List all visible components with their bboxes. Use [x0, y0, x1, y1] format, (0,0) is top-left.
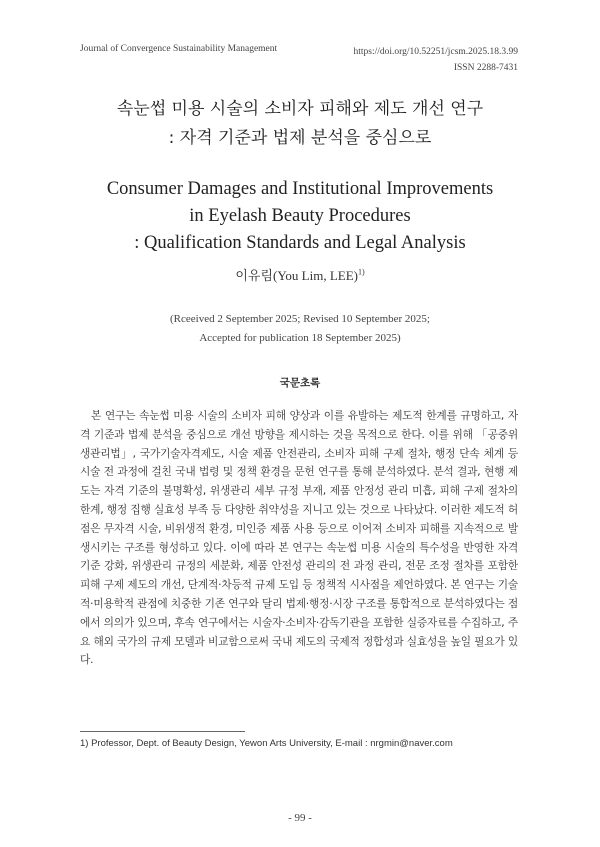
- author-footnote-mark: 1): [358, 267, 365, 277]
- author-affiliation-footnote: 1) Professor, Dept. of Beauty Design, Yewon Arts University, E-mail : nrgmin@naver.com: [80, 738, 453, 749]
- submission-dates: [0, 310, 600, 348]
- dates-line-2: Accepted for publication 18 September 2025): [199, 332, 401, 344]
- header-identifiers: [354, 44, 519, 76]
- english-title-line-2: in Eyelash Beauty Procedures: [189, 206, 411, 226]
- issn: ISSN 2288-7431: [453, 63, 518, 73]
- english-title-line-1: Consumer Damages and Institutional Improvements: [106, 179, 494, 199]
- abstract-heading: 국문초록: [279, 377, 321, 389]
- dates-line-1: (Rceeived 2 September 2025; Revised 10 September 2025;: [170, 313, 430, 325]
- footnote-divider: [80, 731, 245, 732]
- journal-name: Journal of Convergence Sustainability Management: [80, 44, 278, 54]
- page-number: - 99 -: [288, 812, 312, 824]
- korean-title-line-1: 속눈썹 미용 시술의 소비자 피해와 제도 개선 연구: [116, 99, 484, 119]
- english-title-line-3: : Qualification Standards and Legal Analysis: [134, 233, 466, 253]
- korean-title: [0, 95, 600, 153]
- author-name: 이유림(You Lim, LEE): [235, 268, 358, 283]
- doi-link[interactable]: https://doi.org/10.52251/jcsm.2025.18.3.99: [353, 47, 518, 57]
- author-line: [0, 265, 600, 284]
- english-title: [0, 176, 600, 257]
- abstract-body: 본 연구는 속눈썹 미용 시술의 소비자 피해 양상과 이를 유발하는 제도적 한계를 규명하고, 자격 기준과 법제 분석을 중심으로 개선 방향을 제시하는 것을 목적으로 한다. 이를 위해 「공중위생관리법」, 국가기술자격제도, 시술 제품 안전관리, 소비자 피해 구제 절차, 행정 단속 체계 등 시술 전 과정에 걸친 국내 법령 및 정책 환경을 문헌 연구를 통해 분석하였다. 분석 결과, 현행 제도는 자격 기준의 불명확성, 위생관리 세부 규정 부재, 제품 안정성 관리 미흡, 피해 구제 절차의 한계, 행정 집행 실효성 부족 등 다양한 취약성을 지니고 있는 것으로 나타났다. 이러한 제도적 허점은 무자격 시술, 비위생적 환경, 미인증 제품 사용 등으로 이어져 소비자 피해를 지속적으로 발생시키는 구조를 형성하고 있다. 이에 따라 본 연구는 속눈썹 미용 시술의 특수성을 반영한 자격 기준 강화, 위생관리 규정의 세분화, 제품 안전성 관리의 전 과정 관리, 전문 조정 절차를 포함한 피해 구제 제도의 개선, 단계적·차등적 규제 도입 등 정책적 시사점을 제언하였다. 본 연구는 기술적·미용학적 관점에 치중한 기존 연구와 달리 법제·행정·시장 구조를 통합적으로 분석하였다는 점에서 의의가 있으며, 후속 연구에서는 시술자·소비자·감독기관을 포함한 실증자료를 수집하고, 주요 해외 국가의 규제 모델과 비교함으로써 국내 제도의 국제적 정합성과 실효성을 높일 필요가 있다.: [80, 409, 518, 667]
- korean-title-line-2: : 자격 기준과 법제 분석을 중심으로: [168, 128, 432, 148]
